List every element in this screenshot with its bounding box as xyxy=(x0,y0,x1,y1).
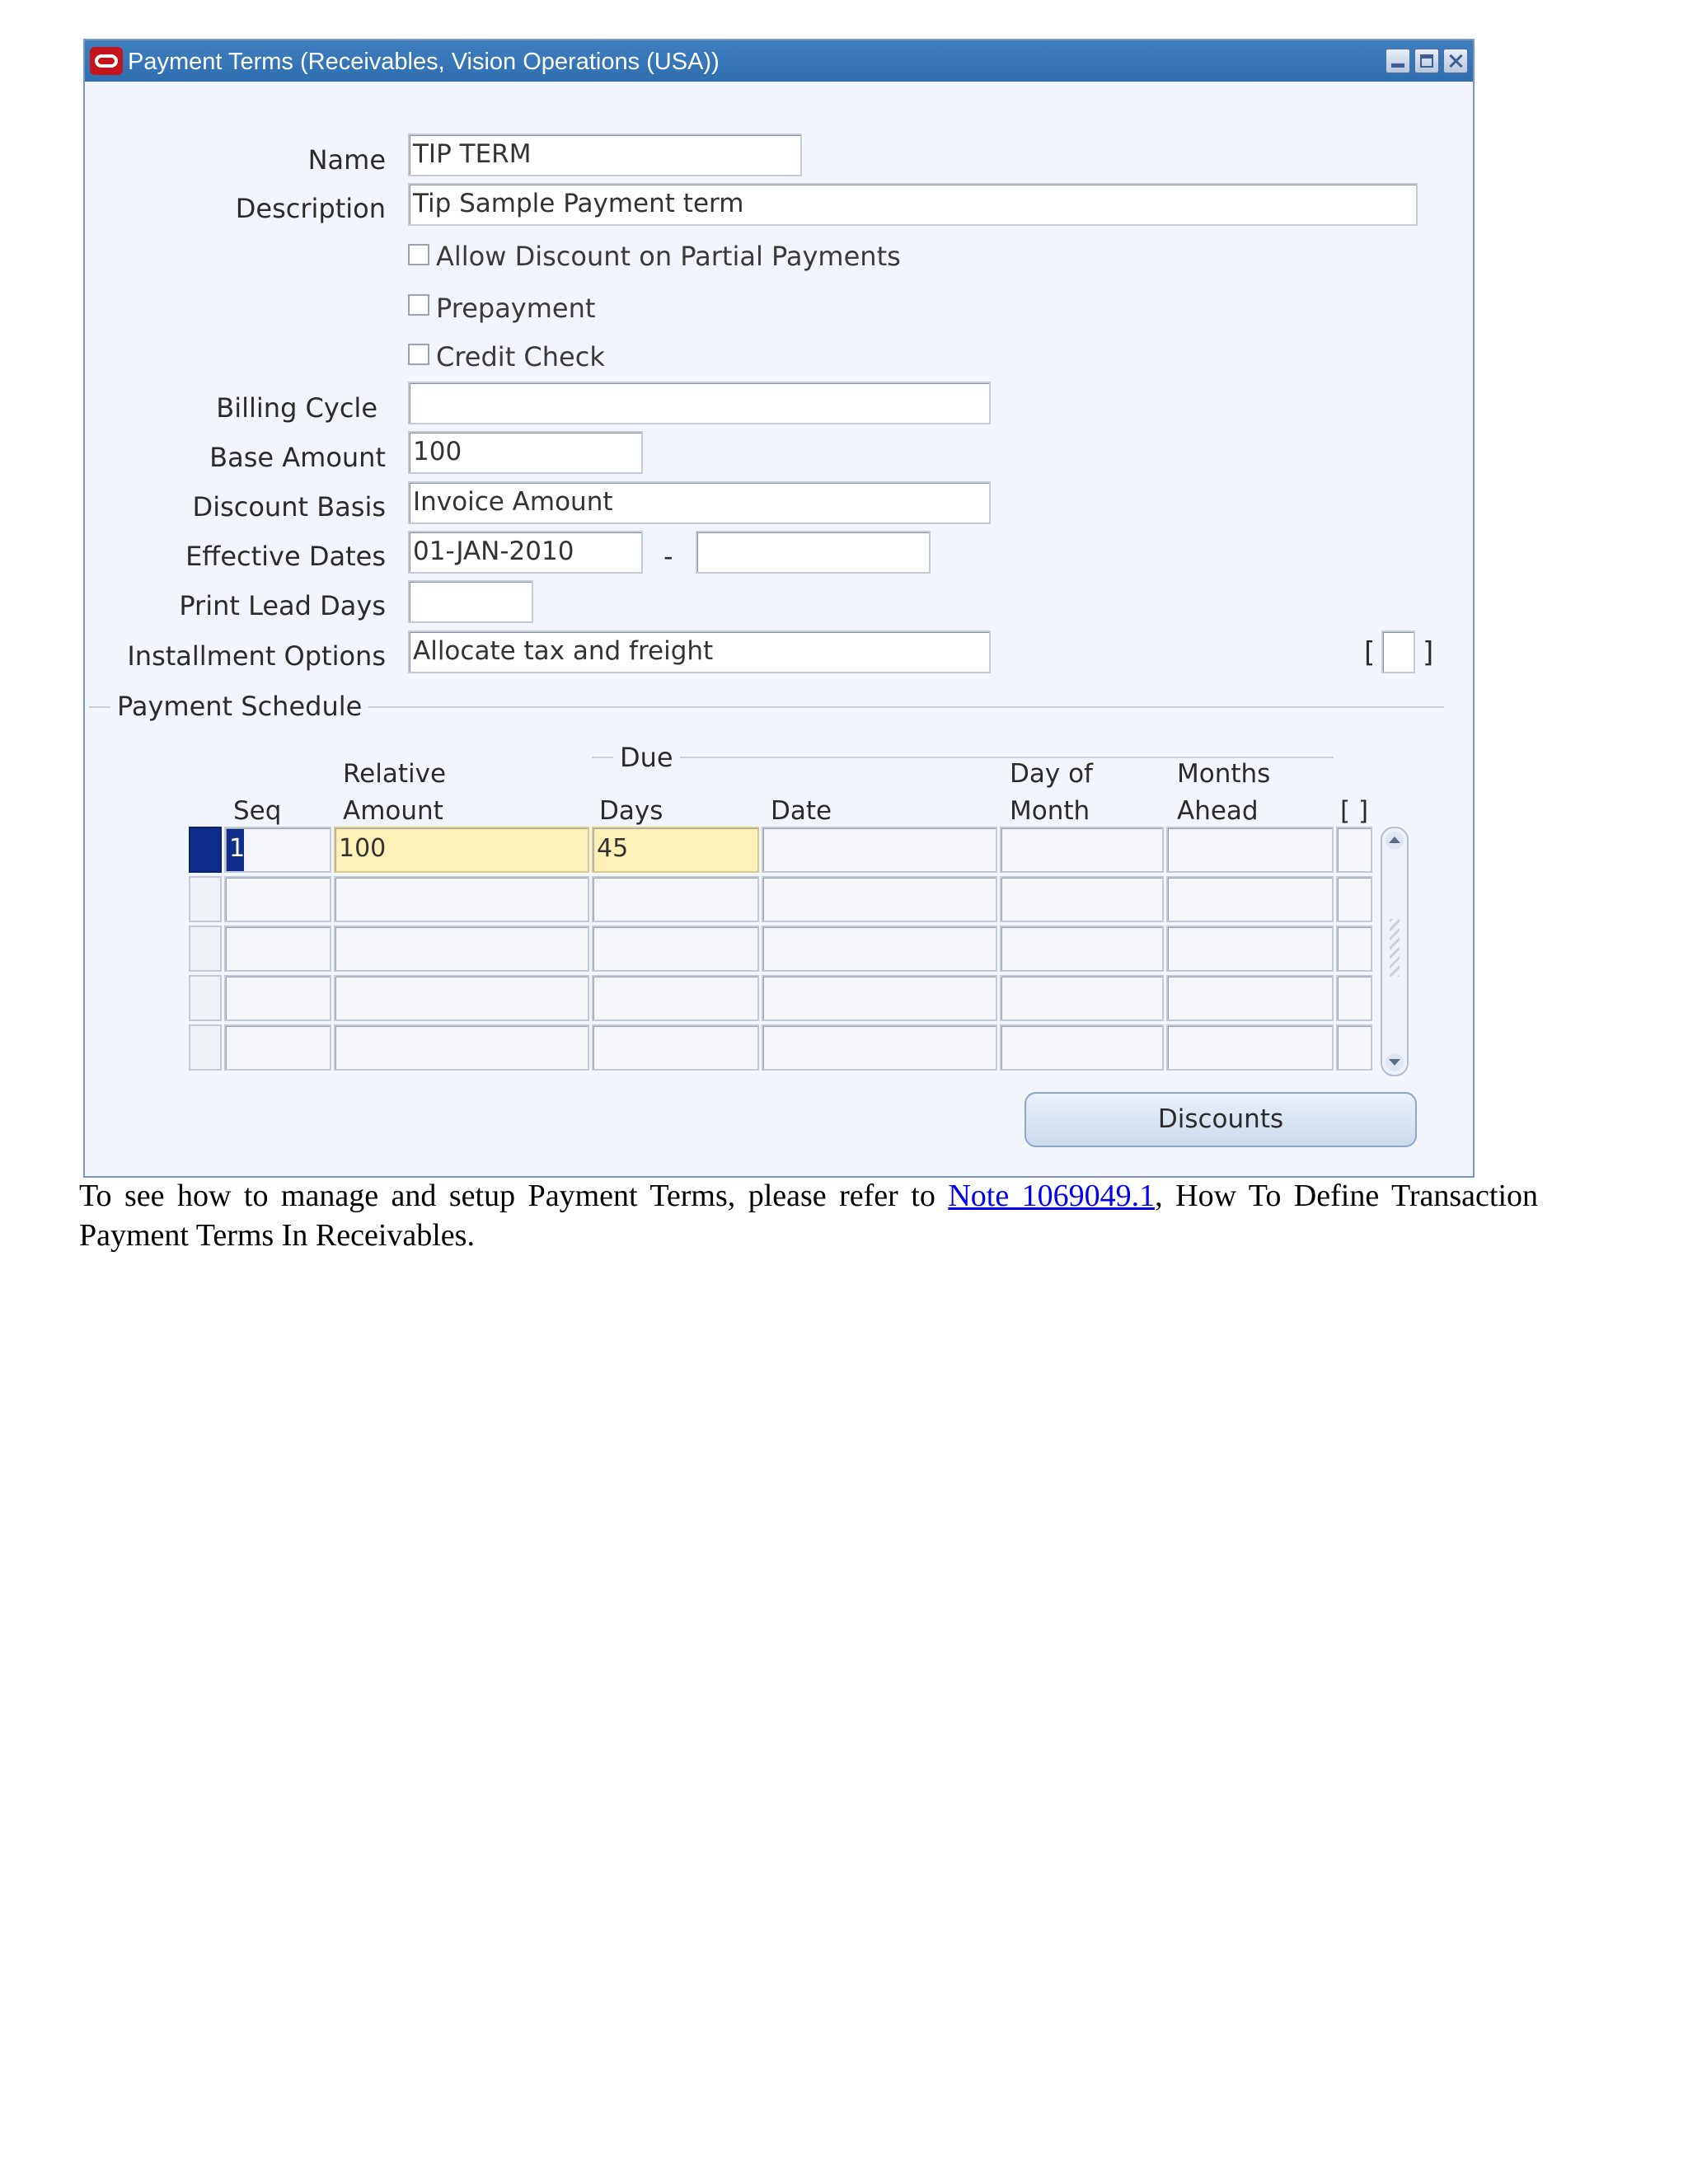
dff-close-bracket: ] xyxy=(1423,636,1434,669)
row-selector[interactable] xyxy=(189,876,222,922)
payment-schedule-title: Payment Schedule xyxy=(110,691,368,722)
col-header-ahead: Ahead xyxy=(1177,796,1259,826)
col-header-month: Month xyxy=(1010,796,1090,826)
doc-text-before: To see how to manage and setup Payment Terms, please refer to xyxy=(79,1179,949,1213)
window-title: Payment Terms (Receivables, Vision Operations (USA)) xyxy=(128,49,720,75)
seq-cell[interactable] xyxy=(224,926,331,972)
row-dff-cell[interactable] xyxy=(1336,1024,1372,1071)
discounts-button[interactable]: Discounts xyxy=(1025,1092,1417,1147)
col-header-seq: Seq xyxy=(233,796,282,826)
oracle-logo-icon xyxy=(90,47,123,75)
billing-cycle-field[interactable] xyxy=(408,382,991,424)
due-date-cell[interactable] xyxy=(762,876,997,922)
prepayment-checkbox[interactable] xyxy=(408,294,429,316)
base-amount-field[interactable]: 100 xyxy=(408,431,643,474)
effective-dates-label: Effective Dates xyxy=(185,541,386,572)
due-date-cell[interactable] xyxy=(762,827,997,873)
row-dff-cell[interactable] xyxy=(1336,827,1372,873)
note-link[interactable]: Note 1069049.1 xyxy=(948,1179,1156,1213)
col-header-months: Months xyxy=(1177,759,1271,789)
date-separator: - xyxy=(663,541,673,572)
scroll-grip[interactable] xyxy=(1390,919,1400,977)
day-of-month-cell[interactable] xyxy=(1000,1024,1164,1071)
row-selector[interactable] xyxy=(189,1024,222,1071)
col-header-dff: [ ] xyxy=(1340,796,1369,826)
window-titlebar[interactable] xyxy=(85,40,1473,82)
due-date-cell[interactable] xyxy=(762,926,997,972)
descriptive-flexfield[interactable] xyxy=(1381,630,1415,673)
maximize-button[interactable] xyxy=(1414,49,1439,73)
due-days-cell[interactable] xyxy=(592,876,759,922)
months-ahead-cell[interactable] xyxy=(1166,1024,1334,1071)
close-button[interactable] xyxy=(1443,49,1468,73)
day-of-month-cell[interactable] xyxy=(1000,975,1164,1021)
due-date-cell[interactable] xyxy=(762,1024,997,1071)
name-field[interactable]: TIP TERM xyxy=(408,134,802,176)
seq-cell[interactable] xyxy=(224,1024,331,1071)
allow-discount-checkbox[interactable] xyxy=(408,244,429,265)
due-days-cell[interactable] xyxy=(592,975,759,1021)
discount-basis-field[interactable]: Invoice Amount xyxy=(408,481,991,524)
months-ahead-cell[interactable] xyxy=(1166,827,1334,873)
installment-options-label: Installment Options xyxy=(127,640,386,672)
col-header-amount: Amount xyxy=(343,796,443,826)
print-lead-days-label: Print Lead Days xyxy=(179,590,386,621)
relative-amount-cell[interactable]: 100 xyxy=(334,827,589,873)
base-amount-label: Base Amount xyxy=(209,442,386,473)
schedule-scrollbar[interactable] xyxy=(1381,827,1409,1076)
effective-from-field[interactable]: 01-JAN-2010 xyxy=(408,531,643,574)
relative-amount-cell[interactable] xyxy=(334,975,589,1021)
discount-basis-label: Discount Basis xyxy=(192,491,386,523)
allow-discount-label: Allow Discount on Partial Payments xyxy=(436,241,901,272)
day-of-month-cell[interactable] xyxy=(1000,827,1164,873)
seq-cell[interactable]: 1 xyxy=(224,827,331,873)
credit-check-label: Credit Check xyxy=(436,341,605,373)
months-ahead-cell[interactable] xyxy=(1166,926,1334,972)
effective-to-field[interactable] xyxy=(696,531,931,574)
row-selector[interactable] xyxy=(189,827,222,873)
seq-cell[interactable] xyxy=(224,876,331,922)
due-date-cell[interactable] xyxy=(762,975,997,1021)
row-selector[interactable] xyxy=(189,975,222,1021)
relative-amount-cell[interactable] xyxy=(334,1024,589,1071)
name-label: Name xyxy=(307,144,386,176)
col-header-day-of: Day of xyxy=(1010,759,1093,789)
due-days-cell[interactable] xyxy=(592,926,759,972)
installment-options-field[interactable]: Allocate tax and freight xyxy=(408,630,991,673)
col-header-date: Date xyxy=(771,796,832,826)
col-header-days: Days xyxy=(599,796,663,826)
description-field[interactable]: Tip Sample Payment term xyxy=(408,183,1418,226)
months-ahead-cell[interactable] xyxy=(1166,876,1334,922)
row-dff-cell[interactable] xyxy=(1336,975,1372,1021)
relative-amount-cell[interactable] xyxy=(334,876,589,922)
day-of-month-cell[interactable] xyxy=(1000,926,1164,972)
col-header-relative: Relative xyxy=(343,759,447,789)
billing-cycle-label: Billing Cycle xyxy=(216,392,377,424)
doc-text-after: , How To Define Transaction Payment Terms In Receivables. xyxy=(79,1179,1539,1253)
due-group-label: Due xyxy=(613,742,680,773)
credit-check-checkbox[interactable] xyxy=(408,344,429,365)
scroll-up-icon[interactable] xyxy=(1386,832,1404,850)
scroll-down-icon[interactable] xyxy=(1386,1053,1404,1071)
row-selector[interactable] xyxy=(189,926,222,972)
due-days-cell[interactable] xyxy=(592,1024,759,1071)
row-dff-cell[interactable] xyxy=(1336,876,1372,922)
print-lead-days-field[interactable] xyxy=(408,580,533,623)
prepayment-label: Prepayment xyxy=(436,293,596,324)
relative-amount-cell[interactable] xyxy=(334,926,589,972)
due-days-cell[interactable]: 45 xyxy=(592,827,759,873)
months-ahead-cell[interactable] xyxy=(1166,975,1334,1021)
dff-open-bracket: [ xyxy=(1364,636,1376,669)
day-of-month-cell[interactable] xyxy=(1000,876,1164,922)
row-dff-cell[interactable] xyxy=(1336,926,1372,972)
document-paragraph xyxy=(79,1176,1538,1255)
description-label: Description xyxy=(235,193,386,224)
seq-cell[interactable] xyxy=(224,975,331,1021)
due-group-divider xyxy=(592,757,1334,758)
minimize-button[interactable] xyxy=(1386,49,1410,73)
